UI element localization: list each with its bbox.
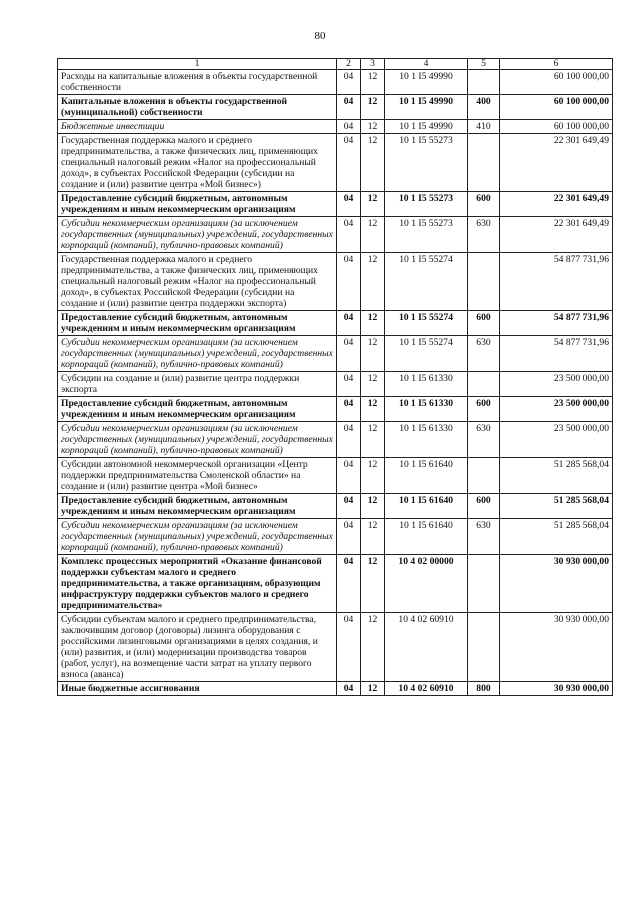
column-header-5: 5 bbox=[468, 59, 500, 70]
expense-type-cell: 630 bbox=[468, 336, 500, 372]
subsection-code-cell: 12 bbox=[361, 311, 385, 336]
amount-cell: 23 500 000,00 bbox=[500, 422, 613, 458]
amount-cell: 23 500 000,00 bbox=[500, 372, 613, 397]
table-row bbox=[58, 372, 613, 397]
table-row bbox=[58, 336, 613, 372]
section-code-cell: 04 bbox=[337, 372, 361, 397]
expense-type-cell: 600 bbox=[468, 311, 500, 336]
amount-cell: 54 877 731,96 bbox=[500, 311, 613, 336]
table-row bbox=[58, 519, 613, 555]
row-name-cell: Субсидии некоммерческим организациям (за исключением государственных (муниципальных) учреждений, государственных корпораций (компаний), публично-правовых компаний) bbox=[58, 336, 337, 372]
page-number: 80 bbox=[314, 30, 326, 42]
row-name-cell: Предоставление субсидий бюджетным, автономным учреждениям и иным некоммерческим организациям bbox=[58, 494, 337, 519]
section-code-cell: 04 bbox=[337, 336, 361, 372]
subsection-code-cell: 12 bbox=[361, 458, 385, 494]
subsection-code-cell: 12 bbox=[361, 134, 385, 192]
expense-type-cell: 630 bbox=[468, 519, 500, 555]
subsection-code-cell: 12 bbox=[361, 192, 385, 217]
table-header-row bbox=[58, 59, 613, 70]
row-name-cell: Капитальные вложения в объекты государственной (муниципальной) собственности bbox=[58, 95, 337, 120]
table-row bbox=[58, 311, 613, 336]
target-article-cell: 10 1 I5 55274 bbox=[385, 336, 468, 372]
column-header-1: 1 bbox=[58, 59, 337, 70]
subsection-code-cell: 12 bbox=[361, 120, 385, 134]
amount-cell: 30 930 000,00 bbox=[500, 555, 613, 613]
section-code-cell: 04 bbox=[337, 397, 361, 422]
row-name-cell: Субсидии некоммерческим организациям (за исключением государственных (муниципальных) учреждений, государственных корпораций (компаний), публично-правовых компаний) bbox=[58, 519, 337, 555]
table-row bbox=[58, 217, 613, 253]
section-code-cell: 04 bbox=[337, 613, 361, 682]
column-header-4: 4 bbox=[385, 59, 468, 70]
row-name-cell: Субсидии некоммерческим организациям (за исключением государственных (муниципальных) учреждений, государственных корпораций (компаний), публично-правовых компаний) bbox=[58, 422, 337, 458]
section-code-cell: 04 bbox=[337, 70, 361, 95]
expense-type-cell bbox=[468, 134, 500, 192]
section-code-cell: 04 bbox=[337, 95, 361, 120]
section-code-cell: 04 bbox=[337, 494, 361, 519]
target-article-cell: 10 1 I5 61330 bbox=[385, 422, 468, 458]
section-code-cell: 04 bbox=[337, 682, 361, 696]
row-name-cell: Предоставление субсидий бюджетным, автономным учреждениям и иным некоммерческим организациям bbox=[58, 311, 337, 336]
subsection-code-cell: 12 bbox=[361, 253, 385, 311]
subsection-code-cell: 12 bbox=[361, 397, 385, 422]
subsection-code-cell: 12 bbox=[361, 555, 385, 613]
subsection-code-cell: 12 bbox=[361, 372, 385, 397]
table-row bbox=[58, 397, 613, 422]
table-row bbox=[58, 120, 613, 134]
table-row bbox=[58, 494, 613, 519]
amount-cell: 22 301 649,49 bbox=[500, 192, 613, 217]
expense-type-cell: 630 bbox=[468, 217, 500, 253]
subsection-code-cell: 12 bbox=[361, 217, 385, 253]
target-article-cell: 10 4 02 60910 bbox=[385, 613, 468, 682]
section-code-cell: 04 bbox=[337, 134, 361, 192]
expense-type-cell: 410 bbox=[468, 120, 500, 134]
target-article-cell: 10 1 I5 55273 bbox=[385, 217, 468, 253]
expense-type-cell: 630 bbox=[468, 422, 500, 458]
expense-type-cell bbox=[468, 253, 500, 311]
section-code-cell: 04 bbox=[337, 311, 361, 336]
amount-cell: 54 877 731,96 bbox=[500, 253, 613, 311]
expense-type-cell: 400 bbox=[468, 95, 500, 120]
subsection-code-cell: 12 bbox=[361, 422, 385, 458]
table-row bbox=[58, 682, 613, 696]
table-row bbox=[58, 422, 613, 458]
subsection-code-cell: 12 bbox=[361, 95, 385, 120]
row-name-cell: Государственная поддержка малого и среднего предпринимательства, а также физических лиц, применяющих специальный налоговый режим «Налог на профессиональный доход», в субъектах Российской Федерации (субсидии на создание и (или) развитие центра «Мой бизнес») bbox=[58, 134, 337, 192]
target-article-cell: 10 4 02 00000 bbox=[385, 555, 468, 613]
expense-type-cell bbox=[468, 555, 500, 613]
target-article-cell: 10 1 I5 55273 bbox=[385, 192, 468, 217]
amount-cell: 60 100 000,00 bbox=[500, 70, 613, 95]
amount-cell: 30 930 000,00 bbox=[500, 613, 613, 682]
target-article-cell: 10 1 I5 61640 bbox=[385, 494, 468, 519]
table-row bbox=[58, 613, 613, 682]
section-code-cell: 04 bbox=[337, 120, 361, 134]
expense-type-cell: 600 bbox=[468, 397, 500, 422]
target-article-cell: 10 1 I5 55274 bbox=[385, 311, 468, 336]
row-name-cell: Субсидии субъектам малого и среднего предпринимательства, заключившим договор (договоры) лизинга оборудования с российскими лизинговыми организациями в целях создания, и (или) развития, и (или) модернизации производства товаров (работ, услуг), на возмещение части затрат на уплату первого взноса (аванса) bbox=[58, 613, 337, 682]
subsection-code-cell: 12 bbox=[361, 682, 385, 696]
target-article-cell: 10 1 I5 55274 bbox=[385, 253, 468, 311]
amount-cell: 22 301 649,49 bbox=[500, 134, 613, 192]
subsection-code-cell: 12 bbox=[361, 494, 385, 519]
amount-cell: 30 930 000,00 bbox=[500, 682, 613, 696]
target-article-cell: 10 1 I5 61330 bbox=[385, 372, 468, 397]
amount-cell: 60 100 000,00 bbox=[500, 120, 613, 134]
target-article-cell: 10 1 I5 49990 bbox=[385, 70, 468, 95]
row-name-cell: Субсидии на создание и (или) развитие центра поддержки экспорта bbox=[58, 372, 337, 397]
column-header-6: 6 bbox=[500, 59, 613, 70]
row-name-cell: Расходы на капитальные вложения в объекты государственной собственности bbox=[58, 70, 337, 95]
amount-cell: 22 301 649,49 bbox=[500, 217, 613, 253]
amount-cell: 23 500 000,00 bbox=[500, 397, 613, 422]
target-article-cell: 10 4 02 60910 bbox=[385, 682, 468, 696]
target-article-cell: 10 1 I5 55273 bbox=[385, 134, 468, 192]
row-name-cell: Государственная поддержка малого и среднего предпринимательства, а также физических лиц, применяющих специальный налоговый режим «Налог на профессиональный доход», в субъектах Российской Федерации (субсидии на создание и (или) развитие центра поддержки экспорта) bbox=[58, 253, 337, 311]
subsection-code-cell: 12 bbox=[361, 70, 385, 95]
subsection-code-cell: 12 bbox=[361, 336, 385, 372]
section-code-cell: 04 bbox=[337, 555, 361, 613]
table-row bbox=[58, 134, 613, 192]
column-header-3: 3 bbox=[361, 59, 385, 70]
row-name-cell: Субсидии автономной некоммерческой организации «Центр поддержки предпринимательства Смоленской области» на создание и (или) развитие центра «Мой бизнес» bbox=[58, 458, 337, 494]
table-row bbox=[58, 95, 613, 120]
target-article-cell: 10 1 I5 61330 bbox=[385, 397, 468, 422]
target-article-cell: 10 1 I5 61640 bbox=[385, 458, 468, 494]
table-row bbox=[58, 458, 613, 494]
row-name-cell: Субсидии некоммерческим организациям (за исключением государственных (муниципальных) учреждений, государственных корпораций (компаний), публично-правовых компаний) bbox=[58, 217, 337, 253]
target-article-cell: 10 1 I5 61640 bbox=[385, 519, 468, 555]
row-name-cell: Комплекс процессных мероприятий «Оказание финансовой поддержки субъектам малого и среднего предпринимательства, а также организациям, образующим инфраструктуру поддержки субъектов малого и среднего предпринимательства» bbox=[58, 555, 337, 613]
expense-type-cell: 800 bbox=[468, 682, 500, 696]
amount-cell: 60 100 000,00 bbox=[500, 95, 613, 120]
table-row bbox=[58, 555, 613, 613]
row-name-cell: Предоставление субсидий бюджетным, автономным учреждениям и иным некоммерческим организациям bbox=[58, 192, 337, 217]
target-article-cell: 10 1 I5 49990 bbox=[385, 95, 468, 120]
section-code-cell: 04 bbox=[337, 519, 361, 555]
amount-cell: 51 285 568,04 bbox=[500, 458, 613, 494]
expense-type-cell: 600 bbox=[468, 494, 500, 519]
budget-table bbox=[57, 58, 613, 696]
row-name-cell: Иные бюджетные ассигнования bbox=[58, 682, 337, 696]
row-name-cell: Предоставление субсидий бюджетным, автономным учреждениям и иным некоммерческим организациям bbox=[58, 397, 337, 422]
amount-cell: 51 285 568,04 bbox=[500, 494, 613, 519]
row-name-cell: Бюджетные инвестиции bbox=[58, 120, 337, 134]
target-article-cell: 10 1 I5 49990 bbox=[385, 120, 468, 134]
expense-type-cell: 600 bbox=[468, 192, 500, 217]
subsection-code-cell: 12 bbox=[361, 613, 385, 682]
amount-cell: 54 877 731,96 bbox=[500, 336, 613, 372]
section-code-cell: 04 bbox=[337, 458, 361, 494]
expense-type-cell bbox=[468, 70, 500, 95]
expense-type-cell bbox=[468, 613, 500, 682]
expense-type-cell bbox=[468, 458, 500, 494]
section-code-cell: 04 bbox=[337, 253, 361, 311]
amount-cell: 51 285 568,04 bbox=[500, 519, 613, 555]
table-row bbox=[58, 192, 613, 217]
section-code-cell: 04 bbox=[337, 422, 361, 458]
subsection-code-cell: 12 bbox=[361, 519, 385, 555]
table-row bbox=[58, 70, 613, 95]
section-code-cell: 04 bbox=[337, 192, 361, 217]
expense-type-cell bbox=[468, 372, 500, 397]
column-header-2: 2 bbox=[337, 59, 361, 70]
section-code-cell: 04 bbox=[337, 217, 361, 253]
table-row bbox=[58, 253, 613, 311]
